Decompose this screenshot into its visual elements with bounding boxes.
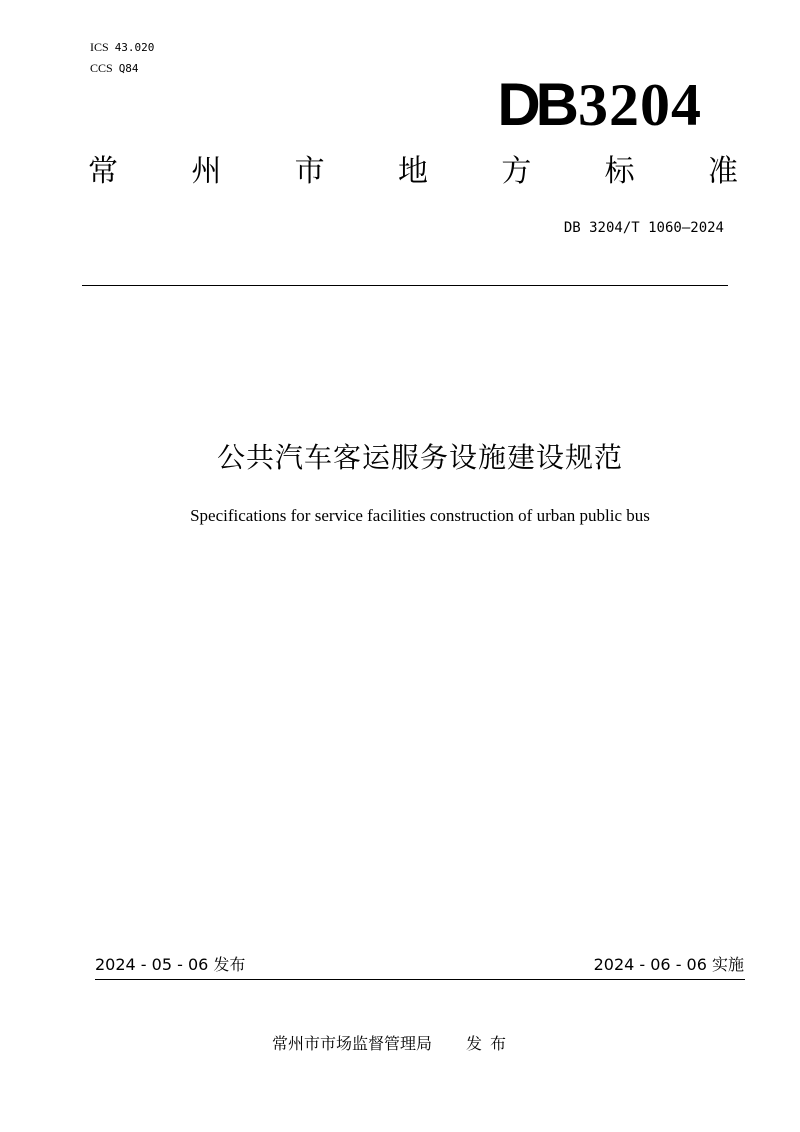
issue-date: 2024 - 05 - 06 发布 <box>95 955 246 974</box>
standard-type-char: 州 <box>191 154 222 189</box>
standard-type-char: 准 <box>707 154 738 189</box>
standard-type-char: 标 <box>604 154 635 189</box>
ics-label: ICS <box>90 40 109 54</box>
ics-code: 43.020 <box>114 41 155 54</box>
standard-type-title <box>88 150 738 194</box>
document-title-chinese: 公共汽车客运服务设施建设规范 <box>216 441 623 474</box>
ccs-code: Q84 <box>118 62 139 75</box>
publisher-name: 常州市市场监督管理局 <box>272 1034 433 1053</box>
standard-type-char: 常 <box>88 154 118 189</box>
footer-divider <box>95 979 745 980</box>
db-standard-logo <box>497 72 702 138</box>
document-title-english: Specifications for service facilities construction of urban public bus <box>190 506 650 525</box>
standard-type-char: 方 <box>501 154 532 189</box>
ccs-classification <box>90 61 139 76</box>
db-logo-prefix: DB <box>497 71 574 138</box>
standard-type-char: 市 <box>294 154 325 189</box>
header-divider <box>82 285 728 286</box>
implementation-date: 2024 - 06 - 06 实施 <box>593 955 744 974</box>
publisher-line <box>272 1032 514 1056</box>
publisher-action: 发布 <box>466 1034 515 1053</box>
standard-number: DB 3204/T 1060—2024 <box>563 220 724 236</box>
ics-classification <box>90 40 154 55</box>
standard-type-char: 地 <box>397 154 428 189</box>
ccs-label: CCS <box>90 61 113 75</box>
db-logo-number: 3204 <box>578 72 702 138</box>
